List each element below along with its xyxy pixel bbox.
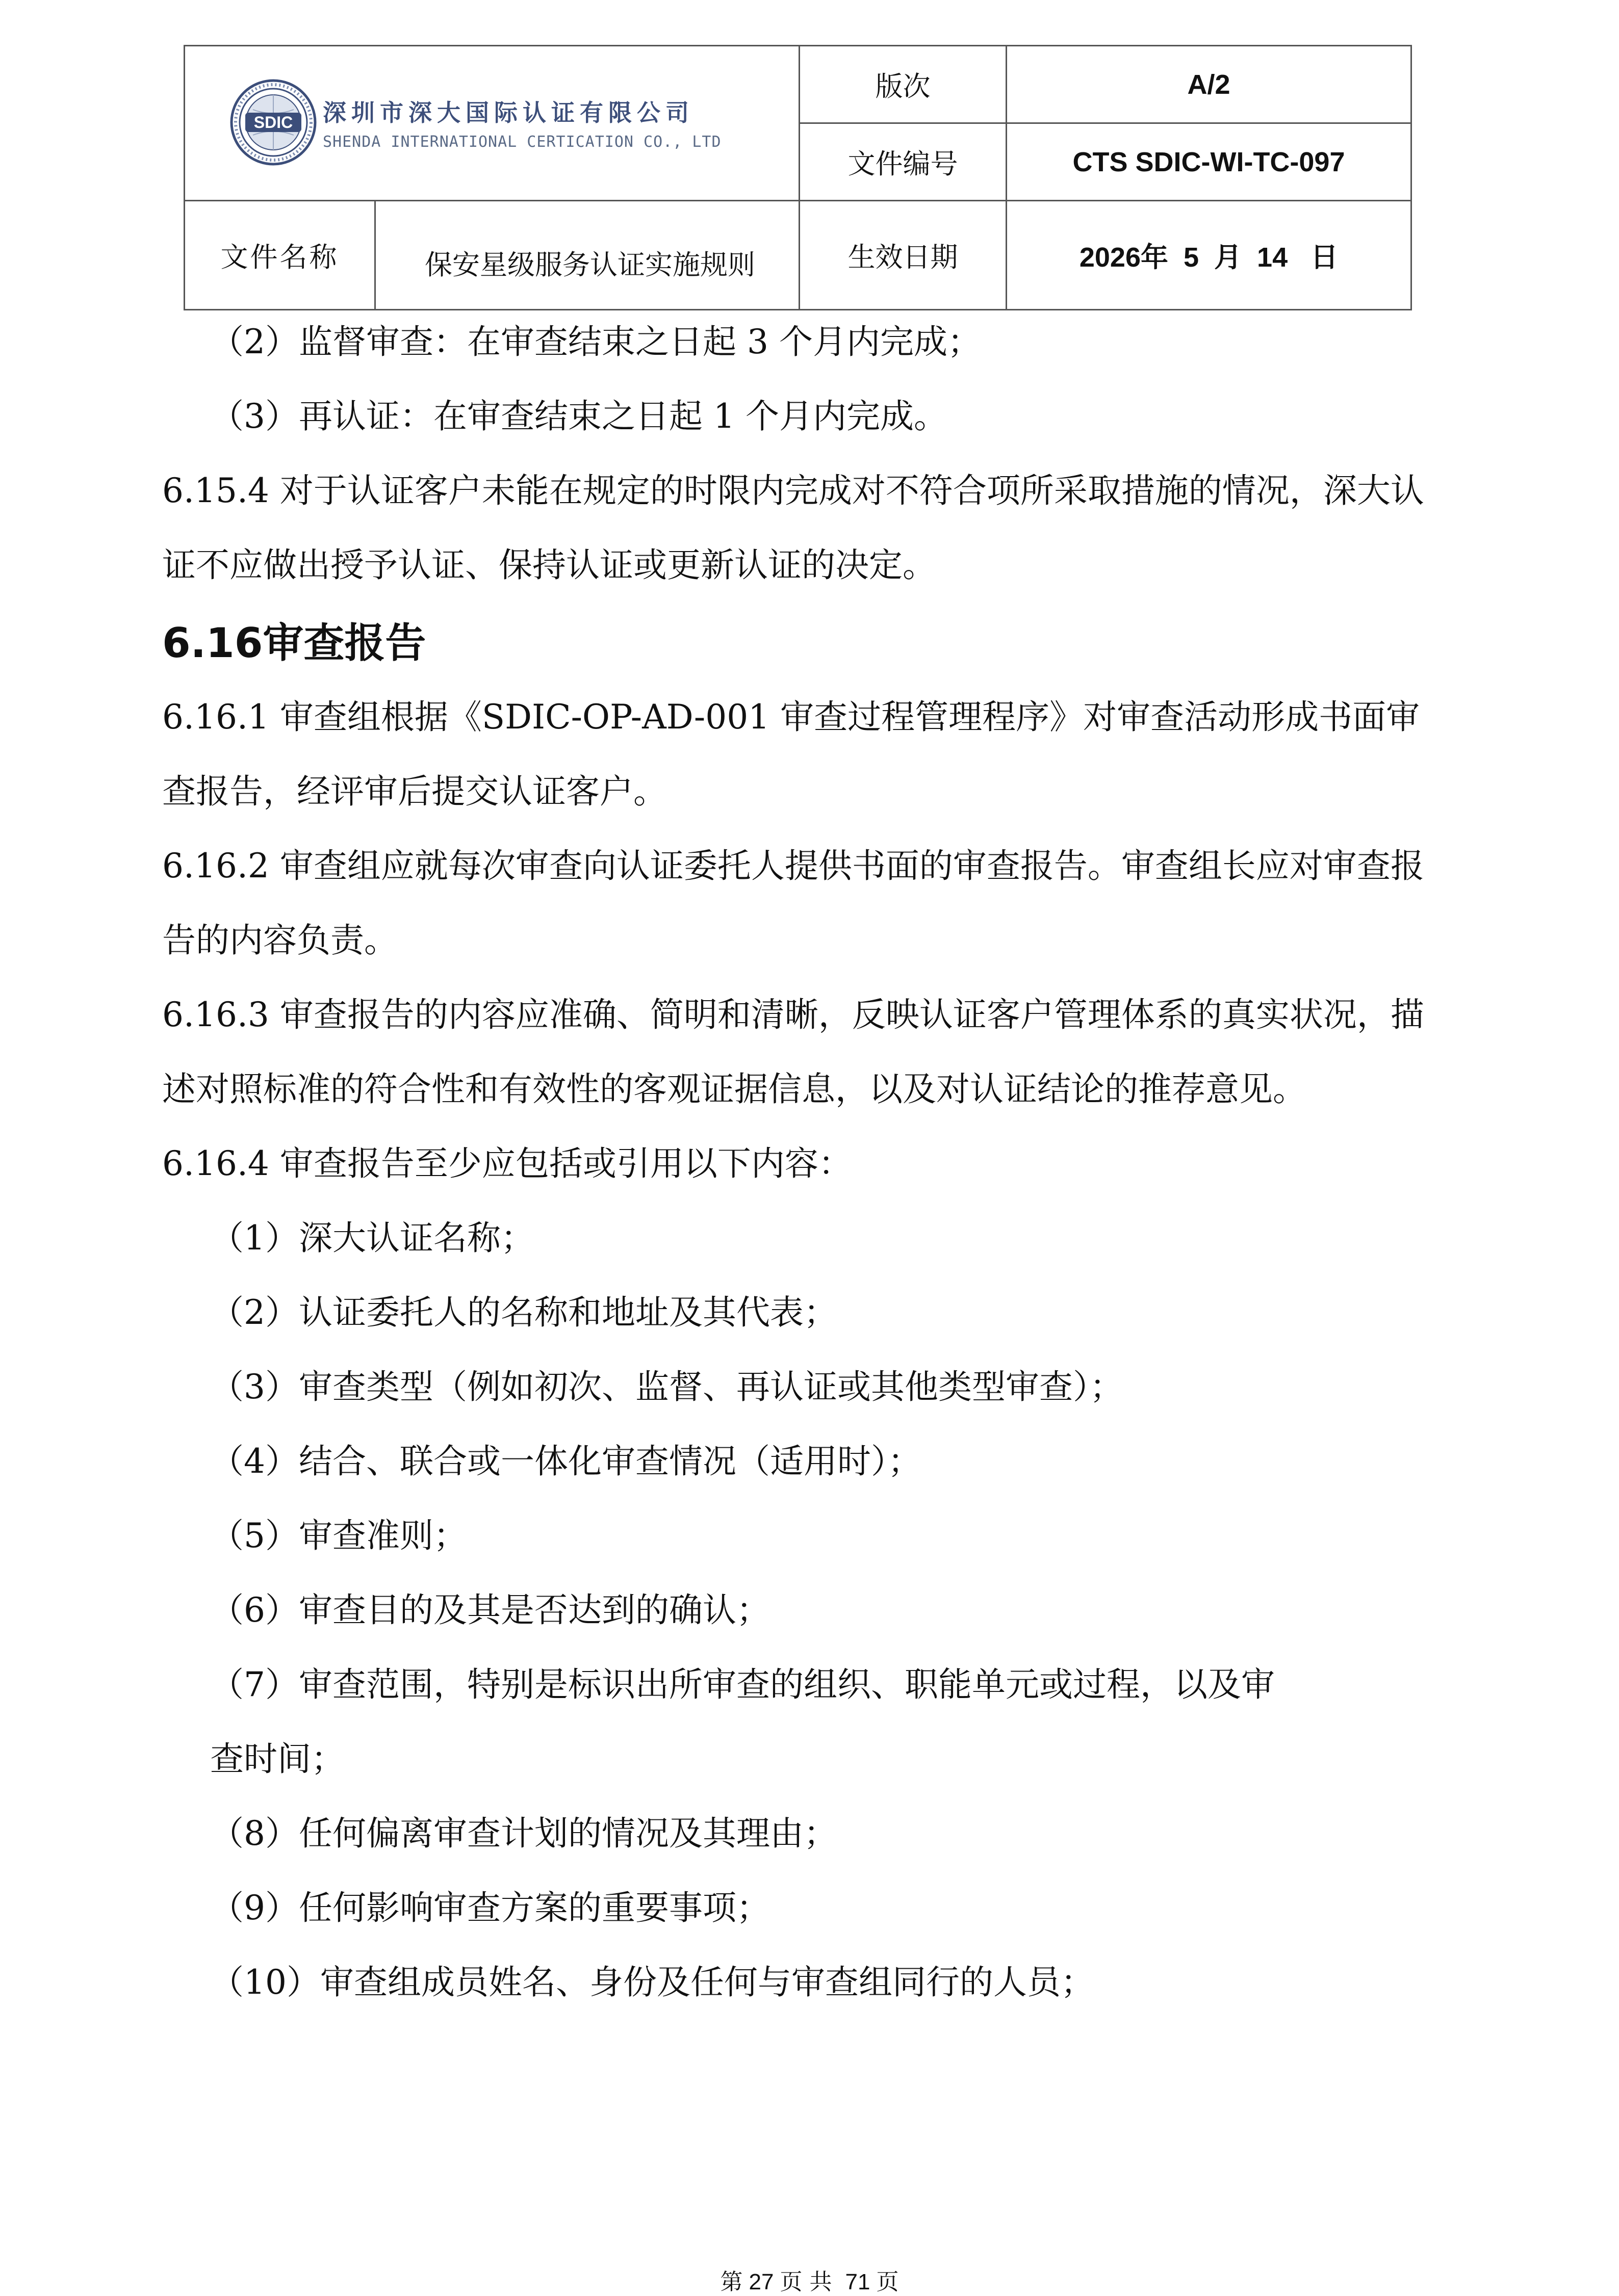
document-header-table [184,45,1412,310]
list-item: （1）深大认证名称； [210,1218,534,1258]
doc-name-value: 保安星级服务认证实施规则 [375,201,800,310]
paragraph-6-16-4: 6.16.4 审查报告至少应包括或引用以下内容： [162,1144,852,1183]
sdic-seal-icon [230,79,317,166]
paragraph-6-16-1: 6.16.1 审查组根据《SDIC-OP-AD-001 审查过程管理程序》对审查活动形成书面审查报告，经评审后提交认证客户。 [162,697,1420,811]
doc-name-label: 文件名称 [185,201,375,310]
total-pages: 71 [845,2269,870,2294]
list-item: （8）任何偏离审查计划的情况及其理由； [210,1814,837,1853]
effective-date-value: 2026年 5 月 14 日 [1007,201,1411,310]
page-footer [0,2263,1619,2296]
paragraph-surveillance: （2）监督审查：在审查结束之日起 3 个月内完成； [210,322,981,361]
list-item: （9）任何影响审查方案的重要事项； [210,1888,770,1927]
effective-date-label: 生效日期 [800,201,1007,310]
edition-value: A/2 [1007,46,1411,123]
footer-suffix: 页 [876,2269,899,2295]
list-item: （4）结合、联合或一体化审查情况（适用时）； [210,1442,921,1481]
doc-number-value: CTS SDIC-WI-TC-097 [1007,123,1411,201]
edition-label: 版次 [800,46,1007,123]
paragraph-recertification: （3）再认证：在审查结束之日起 1 个月内完成。 [210,397,947,436]
list-item: （5）审查准则； [210,1516,467,1555]
section-heading-audit-report: 6.16审查报告 [162,619,426,667]
paragraph-6-15-4: 6.15.4 对于认证客户未能在规定的时限内完成对不符合项所采取措施的情况，深大认证不应做出授予认证、保持认证或更新认证的决定。 [162,471,1424,585]
company-logo-cell [185,46,800,201]
company-name-en: SHENDA INTERNATIONAL CERTICATION CO., LTD [323,133,722,151]
list-item: （6）审查目的及其是否达到的确认； [210,1590,770,1630]
footer-page-word: 页 [780,2269,803,2295]
footer-prefix: 第 [720,2269,743,2295]
doc-number-label: 文件编号 [800,123,1007,201]
list-item: （10）审查组成员姓名、身份及任何与审查组同行的人员； [210,1963,1094,2002]
company-name-cn: 深圳市深大国际认证有限公司 [323,98,694,126]
paragraph-6-16-2: 6.16.2 审查组应就每次审查向认证委托人提供书面的审查报告。审查组长应对审查报告的内容负责。 [162,846,1424,960]
footer-total-word: 共 [809,2269,832,2295]
list-item: （3）审查类型（例如初次、监督、再认证或其他类型审查）； [210,1367,1123,1406]
list-item-continuation: 查时间； [210,1739,345,1779]
list-item: （2）认证委托人的名称和地址及其代表； [210,1293,837,1332]
paragraph-6-16-3: 6.16.3 审查报告的内容应准确、简明和清晰，反映认证客户管理体系的真实状况，描述对照标准的符合性和有效性的客观证据信息，以及对认证结论的推荐意见。 [162,995,1424,1109]
list-item: （7）审查范围，特别是标识出所审查的组织、职能单元或过程，以及审 [210,1665,1275,1704]
company-logo [230,79,722,166]
document-body [162,305,1432,2020]
seal-text: SDIC [253,113,293,132]
page-number: 27 [749,2269,774,2294]
